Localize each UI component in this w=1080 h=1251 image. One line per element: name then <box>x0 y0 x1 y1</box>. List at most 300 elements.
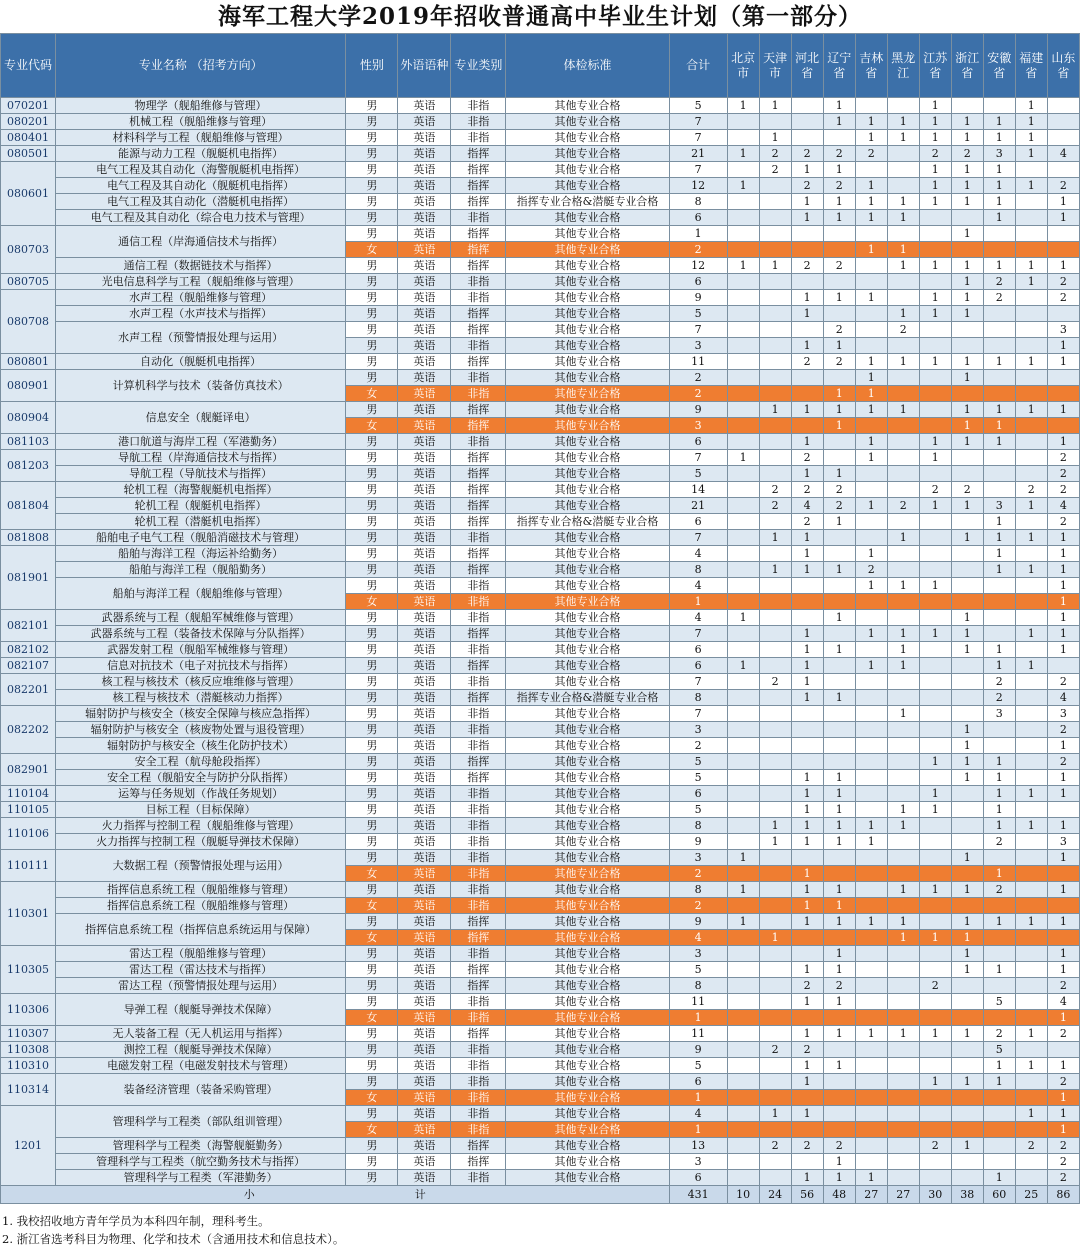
province-quota-cell <box>919 1170 951 1186</box>
province-quota-cell: 1 <box>919 1074 951 1090</box>
province-quota-cell: 1 <box>983 1058 1015 1074</box>
province-quota-cell <box>823 1010 855 1026</box>
province-quota-cell <box>727 338 759 354</box>
province-quota-cell: 1 <box>855 834 887 850</box>
gender-cell: 女 <box>346 418 398 434</box>
province-quota-cell: 1 <box>759 562 791 578</box>
total-cell: 3 <box>669 418 727 434</box>
province-quota-cell <box>919 994 951 1010</box>
province-quota-cell: 1 <box>983 1074 1015 1090</box>
province-quota-cell <box>759 306 791 322</box>
physical-cell: 其他专业合格 <box>506 386 669 402</box>
major-code: 082201 <box>1 674 56 706</box>
table-row <box>1 562 1080 578</box>
category-cell: 非指 <box>451 594 506 610</box>
province-quota-cell: 1 <box>951 114 983 130</box>
physical-cell: 其他专业合格 <box>506 258 669 274</box>
province-quota-cell <box>951 706 983 722</box>
major-code: 080708 <box>1 290 56 354</box>
province-quota-cell <box>727 898 759 914</box>
category-cell: 指挥 <box>451 162 506 178</box>
province-quota-cell: 1 <box>919 578 951 594</box>
province-quota-cell <box>887 1058 919 1074</box>
province-quota-cell: 1 <box>887 914 919 930</box>
province-quota-cell <box>759 210 791 226</box>
province-quota-cell: 1 <box>887 114 919 130</box>
province-quota-cell <box>887 1074 919 1090</box>
major-code: 080703 <box>1 226 56 274</box>
province-quota-cell <box>887 610 919 626</box>
province-quota-cell <box>1015 1170 1047 1186</box>
province-quota-cell <box>951 1010 983 1026</box>
province-quota-cell: 1 <box>1047 786 1079 802</box>
table-row <box>1 626 1080 642</box>
total-cell: 4 <box>669 930 727 946</box>
province-quota-cell: 4 <box>1047 146 1079 162</box>
province-quota-cell: 1 <box>823 1170 855 1186</box>
header-province: 河北省 <box>791 34 823 98</box>
gender-cell: 男 <box>346 450 398 466</box>
province-quota-cell <box>1047 1042 1079 1058</box>
province-quota-cell: 1 <box>919 114 951 130</box>
physical-cell: 其他专业合格 <box>506 130 669 146</box>
province-quota-cell <box>951 322 983 338</box>
province-quota-cell: 1 <box>983 802 1015 818</box>
province-quota-cell: 1 <box>823 466 855 482</box>
major-code: 080401 <box>1 130 56 146</box>
gender-cell: 男 <box>346 402 398 418</box>
province-quota-cell: 1 <box>951 1074 983 1090</box>
province-quota-cell: 2 <box>983 290 1015 306</box>
province-quota-cell: 2 <box>823 178 855 194</box>
province-quota-cell <box>727 1058 759 1074</box>
province-quota-cell <box>855 866 887 882</box>
province-quota-cell: 2 <box>791 258 823 274</box>
province-quota-cell <box>1015 706 1047 722</box>
province-quota-cell <box>919 1122 951 1138</box>
physical-cell: 其他专业合格 <box>506 242 669 258</box>
province-quota-cell: 1 <box>791 786 823 802</box>
total-cell: 5 <box>669 754 727 770</box>
province-quota-cell <box>855 610 887 626</box>
province-quota-cell: 1 <box>1015 114 1047 130</box>
category-cell: 指挥 <box>451 242 506 258</box>
table-row <box>1 466 1080 482</box>
province-quota-cell: 1 <box>919 754 951 770</box>
total-cell: 3 <box>669 850 727 866</box>
province-quota-cell: 1 <box>983 114 1015 130</box>
province-quota-cell <box>1015 594 1047 610</box>
province-quota-cell <box>1015 1074 1047 1090</box>
province-quota-cell: 1 <box>855 242 887 258</box>
province-quota-cell <box>919 242 951 258</box>
province-quota-cell: 1 <box>823 834 855 850</box>
province-quota-cell <box>727 514 759 530</box>
province-total: 60 <box>983 1186 1015 1204</box>
province-quota-cell <box>823 226 855 242</box>
major-name: 大数据工程（预警情报处理与运用） <box>56 850 346 882</box>
province-quota-cell <box>951 994 983 1010</box>
gender-cell: 男 <box>346 978 398 994</box>
physical-cell: 其他专业合格 <box>506 674 669 690</box>
province-quota-cell <box>759 434 791 450</box>
language-cell: 英语 <box>398 434 451 450</box>
physical-cell: 其他专业合格 <box>506 1010 669 1026</box>
province-quota-cell: 1 <box>855 914 887 930</box>
language-cell: 英语 <box>398 546 451 562</box>
province-quota-cell <box>727 930 759 946</box>
province-quota-cell <box>823 594 855 610</box>
table-row <box>1 658 1080 674</box>
province-quota-cell <box>823 674 855 690</box>
province-quota-cell <box>759 178 791 194</box>
province-quota-cell <box>983 322 1015 338</box>
category-cell: 指挥 <box>451 402 506 418</box>
province-quota-cell: 1 <box>887 578 919 594</box>
header-row <box>1 34 1080 98</box>
province-quota-cell: 1 <box>919 882 951 898</box>
province-quota-cell <box>887 1122 919 1138</box>
province-quota-cell: 1 <box>1047 914 1079 930</box>
total-cell: 6 <box>669 642 727 658</box>
province-quota-cell <box>727 866 759 882</box>
header-gender: 性别 <box>346 34 398 98</box>
major-code: 110306 <box>1 994 56 1026</box>
province-quota-cell <box>727 738 759 754</box>
province-quota-cell: 1 <box>919 498 951 514</box>
table-row <box>1 690 1080 706</box>
province-quota-cell <box>887 1138 919 1154</box>
gender-cell: 男 <box>346 258 398 274</box>
total-cell: 8 <box>669 194 727 210</box>
major-name: 雷达工程（雷达技术与指挥） <box>56 962 346 978</box>
province-quota-cell <box>887 178 919 194</box>
province-quota-cell <box>1047 130 1079 146</box>
province-quota-cell: 1 <box>1015 658 1047 674</box>
total-cell: 2 <box>669 242 727 258</box>
province-quota-cell: 2 <box>823 498 855 514</box>
category-cell: 指挥 <box>451 930 506 946</box>
province-quota-cell: 1 <box>791 1026 823 1042</box>
province-quota-cell: 1 <box>887 530 919 546</box>
province-quota-cell <box>727 306 759 322</box>
table-row <box>1 962 1080 978</box>
gender-cell: 女 <box>346 866 398 882</box>
category-cell: 非指 <box>451 786 506 802</box>
category-cell: 非指 <box>451 290 506 306</box>
province-quota-cell: 1 <box>791 674 823 690</box>
province-quota-cell <box>759 354 791 370</box>
province-quota-cell <box>951 1154 983 1170</box>
province-quota-cell <box>759 418 791 434</box>
province-quota-cell <box>983 370 1015 386</box>
province-quota-cell <box>1015 690 1047 706</box>
language-cell: 英语 <box>398 418 451 434</box>
province-quota-cell <box>887 1170 919 1186</box>
category-cell: 指挥 <box>451 306 506 322</box>
province-quota-cell <box>791 418 823 434</box>
province-quota-cell <box>791 386 823 402</box>
province-quota-cell: 1 <box>855 354 887 370</box>
major-name: 指挥信息系统工程（指挥信息系统运用与保障） <box>56 914 346 946</box>
major-name: 电气工程及其自动化（综合电力技术与管理） <box>56 210 346 226</box>
gender-cell: 男 <box>346 1042 398 1058</box>
language-cell: 英语 <box>398 162 451 178</box>
province-quota-cell: 3 <box>1047 834 1079 850</box>
province-quota-cell: 1 <box>983 402 1015 418</box>
province-quota-cell <box>951 466 983 482</box>
province-quota-cell <box>823 930 855 946</box>
table-row <box>1 162 1080 178</box>
table-row <box>1 1058 1080 1074</box>
province-quota-cell <box>887 1154 919 1170</box>
province-quota-cell: 1 <box>727 146 759 162</box>
province-quota-cell: 1 <box>887 242 919 258</box>
province-quota-cell: 1 <box>1015 146 1047 162</box>
table-row <box>1 994 1080 1010</box>
physical-cell: 其他专业合格 <box>506 1138 669 1154</box>
province-quota-cell <box>759 242 791 258</box>
province-quota-cell <box>919 674 951 690</box>
province-quota-cell <box>727 818 759 834</box>
total-cell: 4 <box>669 1106 727 1122</box>
province-quota-cell <box>1015 386 1047 402</box>
major-name: 辐射防护与核安全（核废物处置与退役管理） <box>56 722 346 738</box>
gender-cell: 男 <box>346 674 398 690</box>
physical-cell: 其他专业合格 <box>506 930 669 946</box>
province-quota-cell <box>887 146 919 162</box>
physical-cell: 其他专业合格 <box>506 946 669 962</box>
category-cell: 非指 <box>451 338 506 354</box>
province-quota-cell <box>983 1106 1015 1122</box>
province-quota-cell <box>727 466 759 482</box>
province-quota-cell: 1 <box>1015 914 1047 930</box>
province-quota-cell <box>759 770 791 786</box>
province-quota-cell <box>951 1170 983 1186</box>
province-quota-cell <box>1015 306 1047 322</box>
province-quota-cell: 1 <box>823 1154 855 1170</box>
province-quota-cell <box>919 402 951 418</box>
province-quota-cell <box>823 450 855 466</box>
table-row <box>1 322 1080 338</box>
province-quota-cell: 1 <box>951 226 983 242</box>
province-quota-cell <box>759 690 791 706</box>
province-quota-cell <box>727 1090 759 1106</box>
province-quota-cell: 1 <box>855 498 887 514</box>
province-quota-cell <box>983 930 1015 946</box>
table-row <box>1 370 1080 386</box>
province-quota-cell: 1 <box>951 914 983 930</box>
province-quota-cell: 2 <box>791 1138 823 1154</box>
major-code: 110310 <box>1 1058 56 1074</box>
province-quota-cell <box>791 274 823 290</box>
physical-cell: 其他专业合格 <box>506 146 669 162</box>
province-quota-cell: 1 <box>855 370 887 386</box>
province-quota-cell <box>887 738 919 754</box>
category-cell: 非指 <box>451 1122 506 1138</box>
province-quota-cell <box>887 466 919 482</box>
province-quota-cell <box>887 1090 919 1106</box>
major-name: 火力指挥与控制工程（舰艇导弹技术保障） <box>56 834 346 850</box>
province-quota-cell: 1 <box>887 354 919 370</box>
physical-cell: 其他专业合格 <box>506 466 669 482</box>
major-name: 信息安全（舰艇译电） <box>56 402 346 434</box>
physical-cell: 其他专业合格 <box>506 754 669 770</box>
physical-cell: 其他专业合格 <box>506 850 669 866</box>
province-quota-cell <box>727 322 759 338</box>
province-quota-cell <box>1015 674 1047 690</box>
major-name: 船舶与海洋工程（舰船勤务） <box>56 562 346 578</box>
table-row <box>1 802 1080 818</box>
total-cell: 1 <box>669 226 727 242</box>
province-quota-cell <box>887 450 919 466</box>
gender-cell: 女 <box>346 930 398 946</box>
province-quota-cell: 1 <box>855 450 887 466</box>
province-quota-cell <box>1015 466 1047 482</box>
major-code: 081808 <box>1 530 56 546</box>
language-cell: 英语 <box>398 802 451 818</box>
language-cell: 英语 <box>398 354 451 370</box>
table-row <box>1 434 1080 450</box>
province-quota-cell <box>887 722 919 738</box>
province-quota-cell <box>983 946 1015 962</box>
province-quota-cell <box>887 978 919 994</box>
province-quota-cell: 1 <box>791 546 823 562</box>
province-quota-cell: 1 <box>887 658 919 674</box>
province-quota-cell <box>1047 898 1079 914</box>
province-quota-cell: 1 <box>1015 818 1047 834</box>
gender-cell: 女 <box>346 1122 398 1138</box>
physical-cell: 其他专业合格 <box>506 274 669 290</box>
major-name: 装备经济管理（装备采购管理） <box>56 1074 346 1106</box>
province-quota-cell <box>823 1106 855 1122</box>
province-quota-cell <box>919 722 951 738</box>
province-quota-cell <box>759 514 791 530</box>
language-cell: 英语 <box>398 226 451 242</box>
physical-cell: 其他专业合格 <box>506 482 669 498</box>
major-name: 安全工程（航母舱段指挥） <box>56 754 346 770</box>
province-quota-cell <box>951 1090 983 1106</box>
table-row <box>1 546 1080 562</box>
province-quota-cell <box>983 450 1015 466</box>
province-quota-cell: 1 <box>951 274 983 290</box>
province-quota-cell <box>855 978 887 994</box>
province-quota-cell <box>983 1154 1015 1170</box>
province-quota-cell <box>887 770 919 786</box>
gender-cell: 男 <box>346 162 398 178</box>
table-row <box>1 306 1080 322</box>
province-quota-cell <box>951 594 983 610</box>
province-quota-cell: 1 <box>951 418 983 434</box>
province-quota-cell: 1 <box>855 658 887 674</box>
total-cell: 11 <box>669 1026 727 1042</box>
language-cell: 英语 <box>398 866 451 882</box>
province-quota-cell <box>887 482 919 498</box>
table-row <box>1 146 1080 162</box>
province-quota-cell <box>759 802 791 818</box>
province-quota-cell: 1 <box>759 258 791 274</box>
province-quota-cell: 1 <box>983 418 1015 434</box>
province-quota-cell: 1 <box>919 1026 951 1042</box>
major-name: 机械工程（舰船维修与管理） <box>56 114 346 130</box>
language-cell: 英语 <box>398 946 451 962</box>
province-quota-cell <box>983 978 1015 994</box>
province-quota-cell <box>951 658 983 674</box>
province-quota-cell: 1 <box>983 914 1015 930</box>
province-quota-cell: 1 <box>887 706 919 722</box>
province-quota-cell <box>759 1074 791 1090</box>
province-quota-cell: 1 <box>951 130 983 146</box>
province-quota-cell <box>759 450 791 466</box>
province-quota-cell <box>855 226 887 242</box>
language-cell: 英语 <box>398 722 451 738</box>
category-cell: 非指 <box>451 818 506 834</box>
province-quota-cell: 1 <box>887 306 919 322</box>
category-cell: 非指 <box>451 1106 506 1122</box>
physical-cell: 其他专业合格 <box>506 1074 669 1090</box>
table-row <box>1 674 1080 690</box>
province-quota-cell: 1 <box>1047 882 1079 898</box>
province-quota-cell <box>823 850 855 866</box>
total-cell: 9 <box>669 290 727 306</box>
total-cell: 7 <box>669 450 727 466</box>
gender-cell: 男 <box>346 290 398 306</box>
province-quota-cell: 1 <box>791 466 823 482</box>
province-quota-cell: 1 <box>951 962 983 978</box>
province-quota-cell: 1 <box>951 370 983 386</box>
language-cell: 英语 <box>398 98 451 114</box>
province-quota-cell: 1 <box>855 290 887 306</box>
major-name: 运筹与任务规划（作战任务规划） <box>56 786 346 802</box>
province-quota-cell <box>727 162 759 178</box>
gender-cell: 男 <box>346 818 398 834</box>
province-quota-cell <box>1047 162 1079 178</box>
province-quota-cell <box>1015 1042 1047 1058</box>
province-quota-cell: 2 <box>823 354 855 370</box>
category-cell: 指挥 <box>451 754 506 770</box>
category-cell: 非指 <box>451 1170 506 1186</box>
province-quota-cell: 1 <box>791 530 823 546</box>
province-quota-cell <box>855 770 887 786</box>
language-cell: 英语 <box>398 882 451 898</box>
major-code: 081203 <box>1 450 56 482</box>
province-quota-cell: 1 <box>1047 1106 1079 1122</box>
category-cell: 指挥 <box>451 690 506 706</box>
province-quota-cell <box>759 754 791 770</box>
province-quota-cell: 1 <box>983 754 1015 770</box>
category-cell: 非指 <box>451 642 506 658</box>
major-name: 测控工程（舰艇导弹技术保障） <box>56 1042 346 1058</box>
province-quota-cell: 2 <box>791 978 823 994</box>
physical-cell: 其他专业合格 <box>506 594 669 610</box>
language-cell: 英语 <box>398 674 451 690</box>
category-cell: 指挥 <box>451 962 506 978</box>
province-quota-cell: 2 <box>823 322 855 338</box>
province-quota-cell <box>1015 994 1047 1010</box>
language-cell: 英语 <box>398 498 451 514</box>
province-quota-cell: 1 <box>983 818 1015 834</box>
province-quota-cell <box>727 642 759 658</box>
table-row <box>1 706 1080 722</box>
province-quota-cell: 1 <box>919 98 951 114</box>
province-quota-cell: 1 <box>951 178 983 194</box>
major-code: 110314 <box>1 1074 56 1106</box>
province-quota-cell <box>727 370 759 386</box>
table-row <box>1 610 1080 626</box>
province-quota-cell: 2 <box>1047 1170 1079 1186</box>
total-cell: 7 <box>669 322 727 338</box>
province-quota-cell <box>887 754 919 770</box>
